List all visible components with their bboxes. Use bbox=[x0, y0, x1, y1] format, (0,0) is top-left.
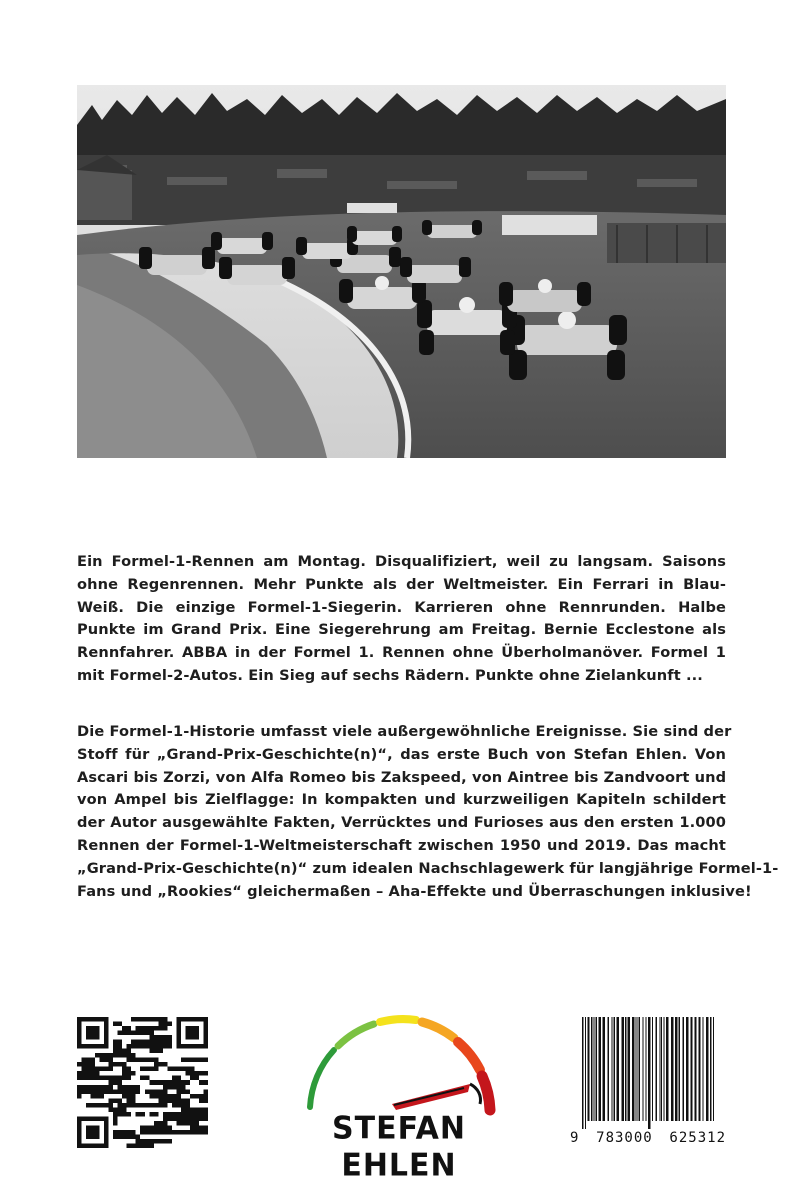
blurb-line: Ein Formel-1-Rennen am Montag. Disqualifiziert, weil zu langsam. Saisons bbox=[77, 553, 726, 570]
blurb-paragraph-2 bbox=[77, 721, 779, 903]
isbn-group-2: 625312 bbox=[669, 1130, 726, 1146]
blurb-line: Rennfahrer. ABBA in der Formel 1. Rennen ohne Überholmanöver. Formel 1 bbox=[77, 644, 726, 662]
blurb-line: Punkte im Grand Prix. Eine Siegerehrung am Freitag. Bernie Ecclestone als bbox=[77, 621, 726, 639]
blurb-line: ohne Regenrennen. Mehr Punkte als der Weltmeister. Ein Ferrari in Blau- bbox=[77, 575, 726, 593]
blurb-paragraph-1 bbox=[77, 551, 726, 688]
qr-code-icon bbox=[77, 1017, 208, 1148]
blurb-line: Die Formel-1-Historie umfasst viele außergewöhnliche Ereignisse. Sie sind der bbox=[77, 723, 732, 740]
blurb-line: Ascari bis Zorzi, von Alfa Romeo bis Zakspeed, von Aintree bis Zandvoort und bbox=[77, 768, 727, 786]
blurb-line: Weiß. Die einzige Formel-1-Siegerin. Karrieren ohne Rennrunden. Halbe bbox=[77, 598, 726, 616]
barcode bbox=[570, 1017, 726, 1148]
blurb-line: „Grand-Prix-Geschichte(n)“ zum idealen Nachschlagewerk für langjährige Formel-1- bbox=[77, 859, 779, 877]
author-name: STEFAN EHLEN bbox=[332, 1110, 466, 1184]
race-photo bbox=[77, 85, 726, 458]
blurb-line: der Autor ausgewählte Fakten, Verrücktes und Furioses aus den ersten 1.000 bbox=[77, 814, 726, 832]
blurb-line: mit Formel-2-Autos. Ein Sieg auf sechs Rädern. Punkte ohne Zielankunft ... bbox=[77, 666, 703, 684]
blurb-line: Fans und „Rookies“ gleichermaßen – Aha-Effekte und Überraschungen inklusive! bbox=[77, 882, 752, 900]
isbn-group-1: 783000 bbox=[596, 1130, 653, 1146]
isbn-digits bbox=[570, 1130, 726, 1146]
blurb-line: Stoff für „Grand-Prix-Geschichte(n)“, das erste Buch von Stefan Ehlen. Von bbox=[77, 745, 726, 763]
cover-photo bbox=[77, 85, 726, 458]
blurb-line: von Ampel bis Zielflagge: In kompakten und kurzweiligen Kapiteln schildert bbox=[77, 791, 726, 809]
blurb-line: Rennen der Formel-1-Weltmeisterschaft zwischen 1950 und 2019. Das macht bbox=[77, 836, 726, 854]
isbn-prefix: 9 bbox=[570, 1130, 580, 1146]
